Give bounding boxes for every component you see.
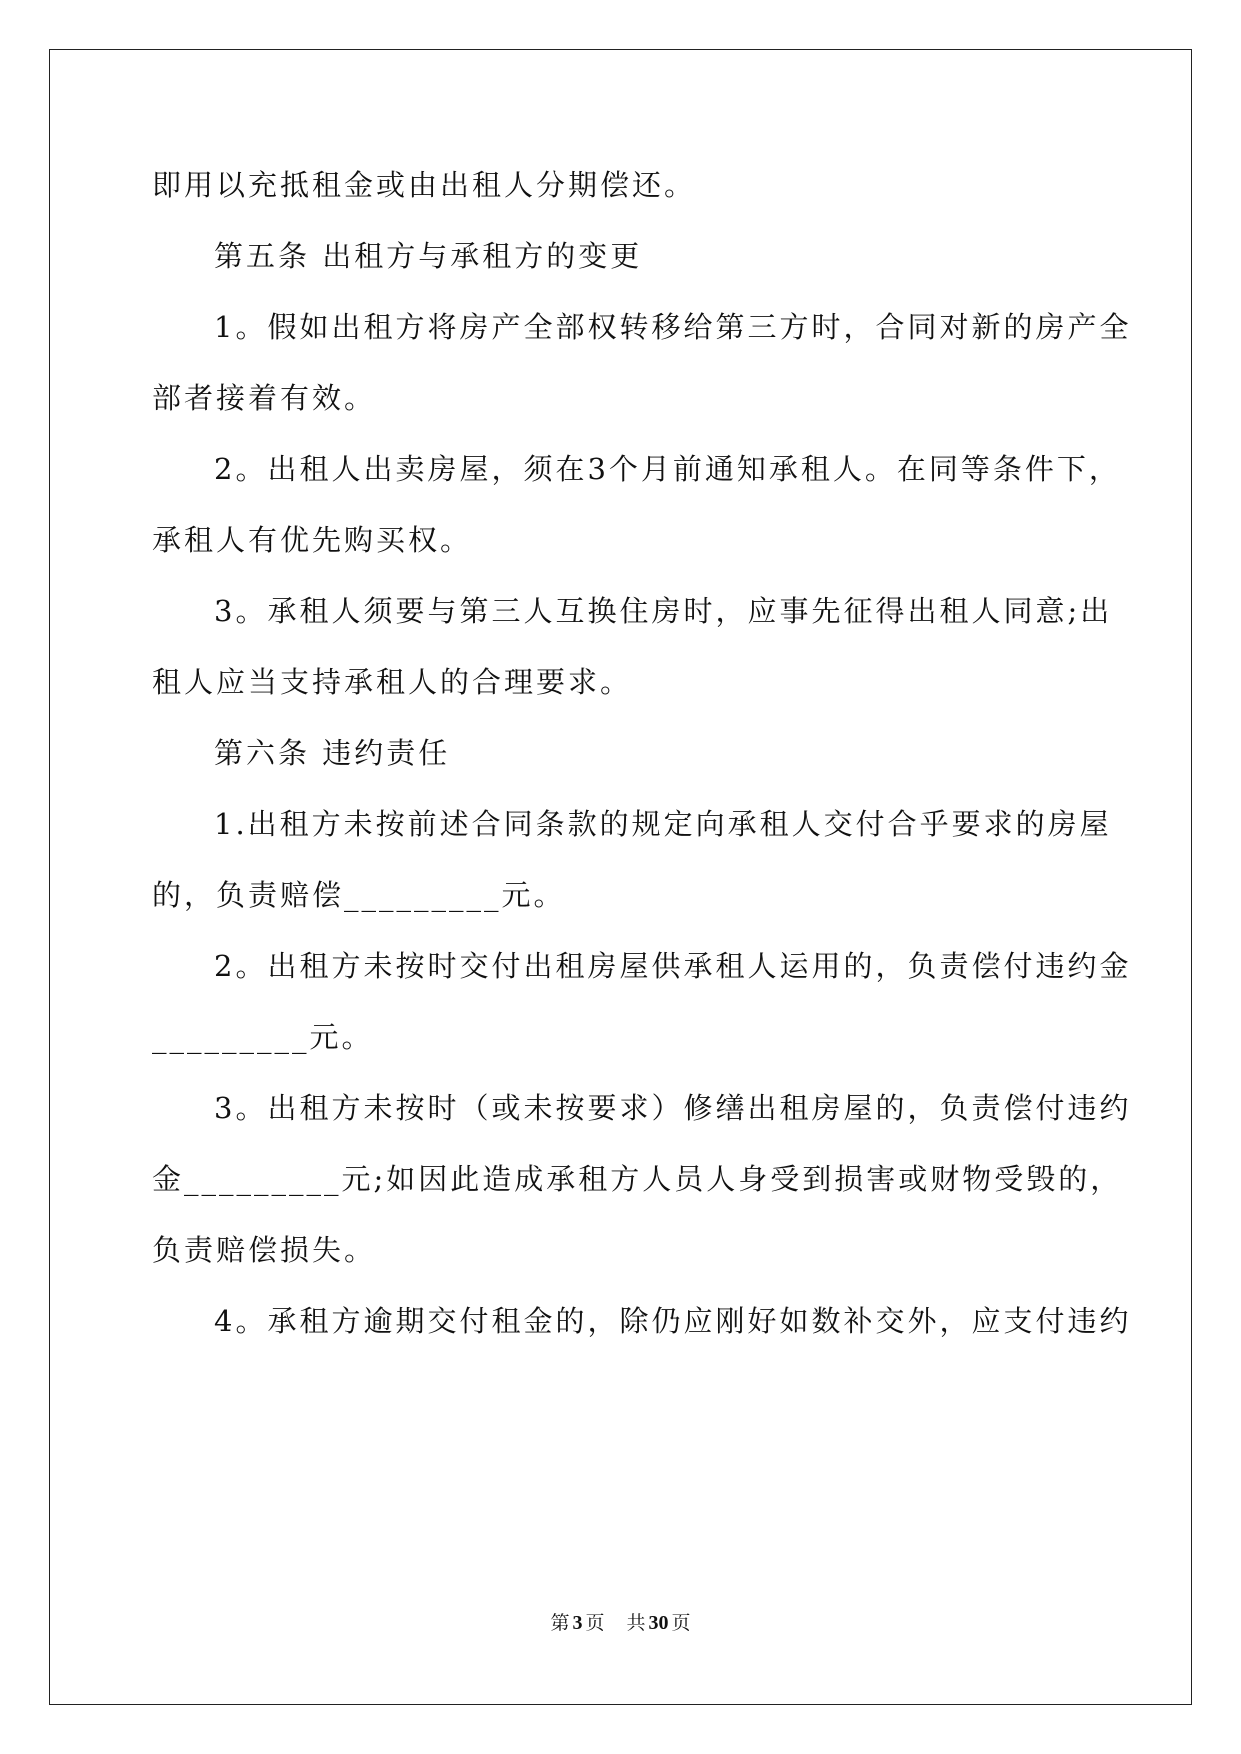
- document-body: [152, 150, 1132, 1357]
- body-line: 的，负责赔偿_________元。: [152, 878, 566, 912]
- footer-total-suffix: 页: [671, 1612, 691, 1634]
- body-line: 1。假如出租方将房产全部权转移给第三方时，合同对新的房产全: [214, 310, 1132, 344]
- body-line: 4。承租方逾期交付租金的，除仍应刚好如数补交外，应支付违约: [214, 1304, 1132, 1338]
- body-line: 承租人有优先购买权。: [152, 523, 473, 557]
- section-heading: 第五条 出租方与承租方的变更: [214, 239, 643, 273]
- section-heading: 第六条 违约责任: [214, 736, 451, 770]
- body-line: 负责赔偿损失。: [152, 1233, 377, 1267]
- footer-total-pages: 30: [648, 1612, 669, 1634]
- body-line: 部者接着有效。: [152, 381, 377, 415]
- body-line: 1.出租方未按前述合同条款的规定向承租人交付合乎要求的房屋: [214, 807, 1112, 841]
- footer-page-number: 3: [572, 1612, 583, 1634]
- body-line: 金_________元;如因此造成承租方人员人身受到损害或财物受毁的，: [152, 1162, 1123, 1196]
- body-line: 3。承租人须要与第三人互换住房时，应事先征得出租人同意;出: [214, 594, 1113, 628]
- body-line: 2。出租方未按时交付出租房屋供承租人运用的，负责偿付违约金: [214, 949, 1132, 983]
- body-line: 2。出租人出卖房屋，须在3个月前通知承租人。在同等条件下，: [214, 452, 1121, 486]
- page-footer: [0, 1608, 1241, 1635]
- footer-page-prefix: 第: [550, 1612, 570, 1634]
- body-line: 租人应当支持承租人的合理要求。: [152, 665, 633, 699]
- footer-page-suffix: 页: [585, 1612, 605, 1634]
- body-line: _________元。: [152, 1020, 374, 1054]
- body-line: 即用以充抵租金或由出租人分期偿还。: [152, 168, 697, 202]
- footer-total-prefix: 共: [626, 1612, 646, 1634]
- body-line: 3。出租方未按时（或未按要求）修缮出租房屋的，负责偿付违约: [214, 1091, 1132, 1125]
